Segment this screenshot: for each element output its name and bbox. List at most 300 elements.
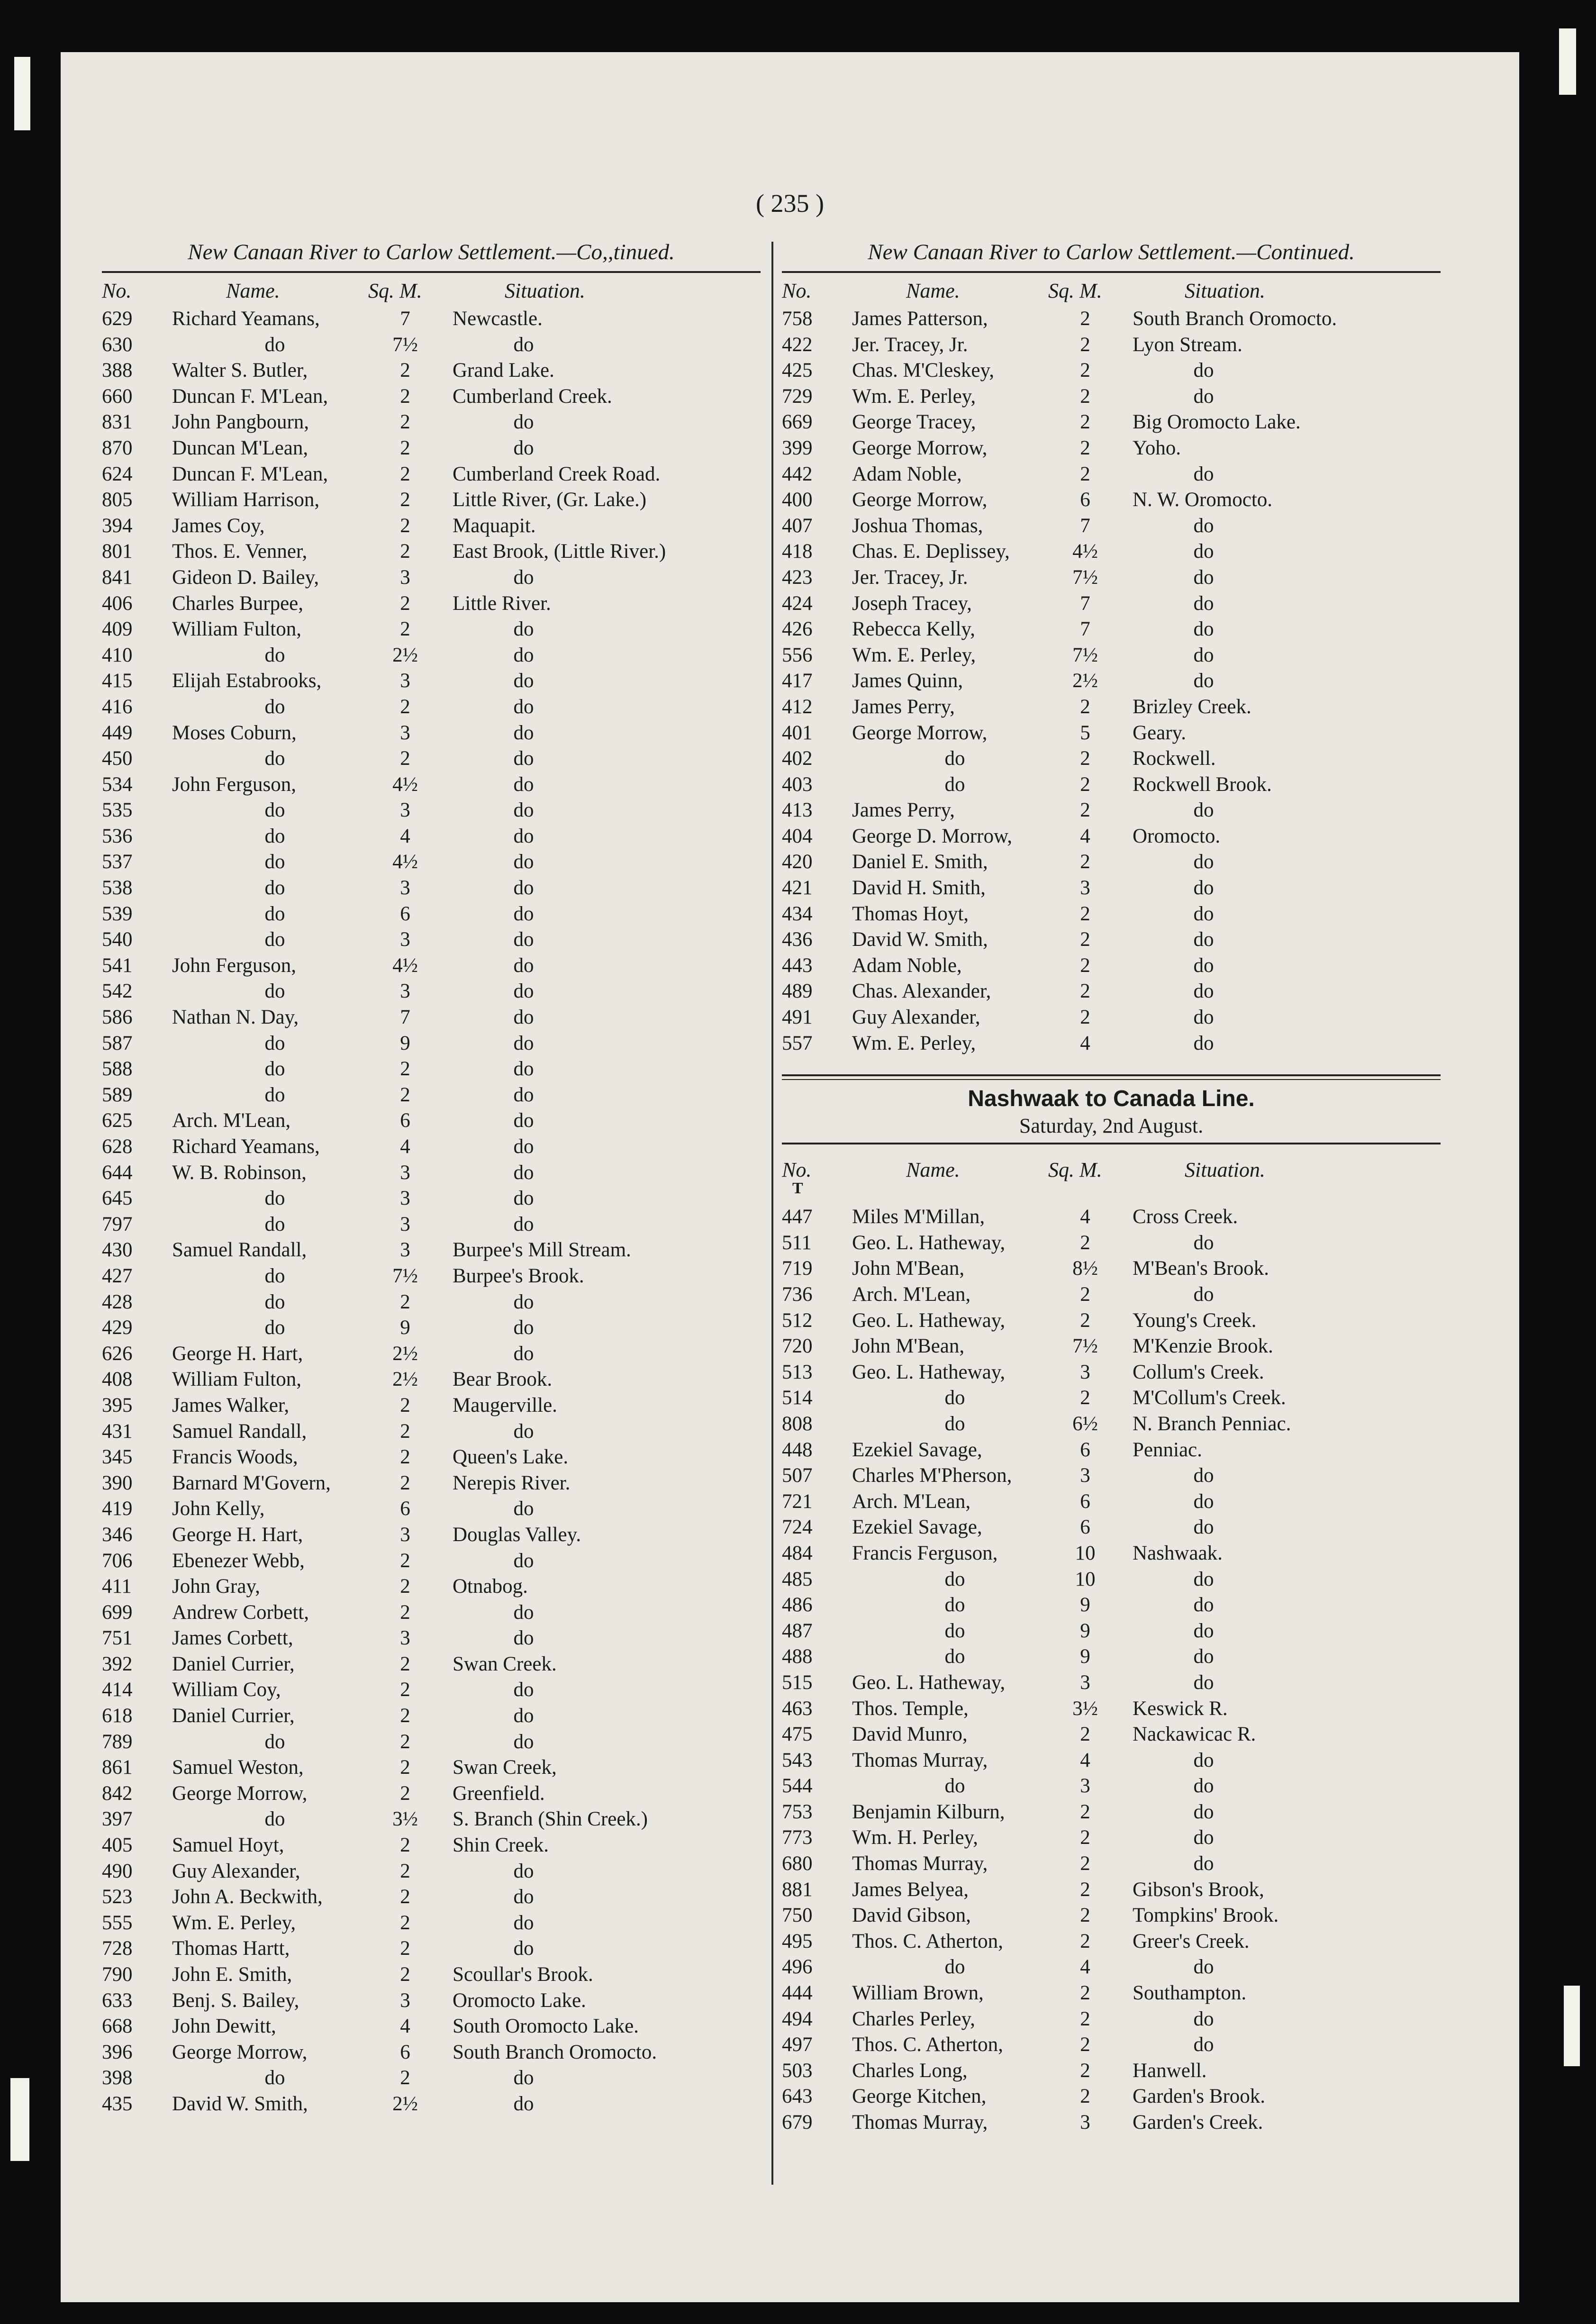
table-row — [782, 1644, 1441, 1670]
lot-number: 450 — [102, 747, 133, 770]
square-miles: 3 — [400, 1213, 410, 1235]
situation: do — [513, 411, 534, 434]
square-miles: 2 — [400, 695, 410, 718]
table-row — [782, 979, 1441, 1005]
grantee-name: Gideon D. Bailey, — [172, 566, 319, 589]
situation: do — [513, 1705, 534, 1727]
situation: do — [513, 566, 534, 589]
grantee-name: Wm. E. Perley, — [852, 1032, 976, 1054]
lot-number: 443 — [782, 954, 813, 977]
left-column — [102, 238, 761, 2117]
grantee-name: Benjamin Kilburn, — [852, 1800, 1005, 1823]
situation: do — [1193, 463, 1214, 485]
grantee-name: do — [944, 1645, 965, 1668]
situation: do — [1193, 1956, 1214, 1979]
table-row — [782, 384, 1441, 410]
square-miles: 2 — [400, 1782, 410, 1805]
grantee-name: Chas. Alexander, — [852, 980, 991, 1003]
lot-number: 679 — [782, 2111, 813, 2133]
table-row — [782, 1489, 1441, 1515]
situation: Penniac. — [1133, 1438, 1202, 1461]
lot-number: 489 — [782, 980, 813, 1003]
grantee-name: Wm. H. Perley, — [852, 1826, 978, 1849]
lot-number: 414 — [102, 1679, 133, 1701]
situation: do — [1193, 566, 1214, 589]
square-miles: 2 — [1080, 1904, 1090, 1927]
left-table-header — [102, 273, 761, 306]
document-page — [61, 52, 1519, 2302]
grantee-name: do — [264, 1083, 285, 1106]
lot-number: 495 — [782, 1930, 813, 1952]
lot-number: 626 — [102, 1342, 133, 1365]
situation: do — [513, 618, 534, 641]
situation: do — [513, 1006, 534, 1029]
square-miles: 2 — [1080, 1826, 1090, 1849]
situation: do — [1193, 1568, 1214, 1590]
lot-number: 491 — [782, 1006, 813, 1029]
square-miles: 2 — [400, 1886, 410, 1908]
square-miles: 3 — [400, 721, 410, 744]
subtitle-rule — [782, 1143, 1441, 1144]
lot-number: 719 — [782, 1257, 813, 1280]
header-sq-m: Sq. M. — [1048, 279, 1102, 302]
grantee-name: Guy Alexander, — [172, 1860, 300, 1882]
grantee-name: Geo. L. Hatheway, — [852, 1309, 1006, 1332]
lot-number: 434 — [782, 902, 813, 925]
table-row — [102, 1341, 761, 1367]
square-miles: 9 — [1080, 1594, 1090, 1616]
situation: do — [1193, 359, 1214, 382]
square-miles: 2 — [1080, 1309, 1090, 1332]
table-row — [102, 1652, 761, 1678]
situation: do — [513, 721, 534, 744]
square-miles: 2 — [1080, 773, 1090, 796]
grantee-name: George H. Hart, — [172, 1523, 303, 1546]
situation: do — [1193, 1800, 1214, 1823]
nashwaak-section-title: Nashwaak to Canada Line. — [968, 1086, 1255, 1112]
square-miles: 2 — [400, 1058, 410, 1080]
grantee-name: Thomas Murray, — [852, 1749, 988, 1771]
situation: Garden's Creek. — [1133, 2111, 1263, 2133]
square-miles: 3 — [400, 566, 410, 589]
lot-number: 750 — [782, 1904, 813, 1927]
grantee-name: do — [944, 747, 965, 770]
square-miles: 4½ — [392, 773, 418, 796]
situation: do — [513, 1498, 534, 1520]
lot-number: 628 — [102, 1135, 133, 1158]
lot-number: 494 — [782, 2007, 813, 2030]
grantee-name: Benj. S. Bailey, — [172, 1989, 299, 2012]
table-row — [102, 1703, 761, 1729]
header-no: No. — [782, 1158, 812, 1182]
situation: do — [513, 954, 534, 977]
table-row — [782, 1954, 1441, 1980]
square-miles: 7½ — [392, 1264, 418, 1287]
table-row — [782, 2032, 1441, 2058]
lot-number: 487 — [782, 1619, 813, 1642]
square-miles: 2 — [400, 1963, 410, 1986]
header-name: Name. — [226, 279, 280, 302]
table-row — [102, 1884, 761, 1910]
lot-number: 402 — [782, 747, 813, 770]
situation: Bear Brook. — [453, 1368, 553, 1391]
square-miles: 2 — [1080, 954, 1090, 977]
lot-number: 630 — [102, 333, 133, 356]
table-row — [102, 1471, 761, 1497]
situation: Swan Creek. — [453, 1652, 557, 1675]
section-divider-rule — [782, 1074, 1441, 1080]
square-miles: 4 — [1080, 1032, 1090, 1054]
square-miles: 7 — [400, 308, 410, 330]
situation: do — [513, 2092, 534, 2115]
square-miles: 7 — [400, 1006, 410, 1029]
table-row — [782, 1334, 1441, 1360]
square-miles: 2 — [400, 1420, 410, 1443]
situation: do — [513, 1420, 534, 1443]
square-miles: 3 — [400, 877, 410, 899]
lot-number: 413 — [782, 799, 813, 822]
table-row — [782, 1437, 1441, 1463]
square-miles: 2 — [400, 1652, 410, 1675]
table-row — [102, 1936, 761, 1962]
table-row — [782, 1696, 1441, 1722]
square-miles: 7 — [1080, 618, 1090, 641]
situation: do — [513, 877, 534, 899]
lot-number: 542 — [102, 980, 133, 1003]
grantee-name: do — [264, 644, 285, 666]
table-row — [782, 358, 1441, 384]
grantee-name: George Morrow, — [852, 721, 988, 744]
situation: do — [513, 902, 534, 925]
table-row — [782, 1980, 1441, 2006]
lot-number: 411 — [102, 1575, 132, 1598]
situation: do — [1193, 1032, 1214, 1054]
lot-number: 790 — [102, 1963, 133, 1986]
lot-number: 797 — [102, 1213, 133, 1235]
table-row — [102, 1056, 761, 1082]
grantee-name: do — [944, 1956, 965, 1979]
grantee-name: Duncan F. M'Lean, — [172, 385, 328, 408]
square-miles: 2 — [1080, 1930, 1090, 1952]
table-row — [102, 1419, 761, 1445]
lot-number: 397 — [102, 1808, 133, 1831]
square-miles: 3 — [1080, 1671, 1090, 1694]
square-miles: 7½ — [1072, 566, 1098, 589]
situation: do — [1193, 954, 1214, 977]
lot-number: 435 — [102, 2092, 133, 2115]
square-miles: 4 — [1080, 825, 1090, 847]
square-miles: 2 — [1080, 1283, 1090, 1306]
grantee-name: Geo. L. Hatheway, — [852, 1361, 1006, 1383]
situation: do — [1193, 1283, 1214, 1306]
square-miles: 3 — [400, 799, 410, 822]
lot-number: 753 — [782, 1800, 813, 1823]
square-miles: 2 — [400, 1834, 410, 1857]
table-row — [782, 1541, 1441, 1567]
grantee-name: William Fulton, — [172, 1368, 301, 1391]
lot-number: 751 — [102, 1627, 133, 1650]
table-row — [102, 1031, 761, 1057]
situation: do — [513, 644, 534, 666]
table-row — [102, 1186, 761, 1212]
grantee-name: do — [264, 980, 285, 1003]
header-sq-m: Sq. M. — [1048, 1158, 1102, 1182]
situation: do — [1193, 1749, 1214, 1771]
table-row — [782, 901, 1441, 927]
grantee-name: do — [264, 877, 285, 899]
square-miles: 7 — [1080, 514, 1090, 537]
table-row — [782, 875, 1441, 901]
grantee-name: Elijah Estabrooks, — [172, 670, 322, 692]
table-row — [782, 591, 1441, 617]
page-number: ( 235 ) — [756, 189, 824, 218]
square-miles: 3 — [400, 670, 410, 692]
grantee-name: Francis Ferguson, — [852, 1542, 998, 1564]
situation: Cumberland Creek Road. — [453, 463, 661, 485]
left-table-body — [102, 306, 761, 2117]
lot-number: 409 — [102, 618, 133, 641]
situation: Little River, (Gr. Lake.) — [453, 489, 647, 511]
table-row — [782, 694, 1441, 720]
grantee-name: Wm. E. Perley, — [852, 385, 976, 408]
edge-tab-bottom-right — [1564, 1986, 1580, 2066]
table-row — [102, 2014, 761, 2040]
situation: South Oromocto Lake. — [453, 2015, 639, 2038]
lot-number: 475 — [782, 1723, 813, 1746]
grantee-name: George Morrow, — [172, 2041, 308, 2063]
table-row — [102, 1781, 761, 1807]
square-miles: 4½ — [392, 851, 418, 873]
lot-number: 841 — [102, 566, 133, 589]
table-row — [102, 772, 761, 798]
lot-number: 486 — [782, 1594, 813, 1616]
grantee-name: Daniel E. Smith, — [852, 851, 988, 873]
lot-number: 497 — [782, 2034, 813, 2056]
square-miles: 2 — [1080, 1878, 1090, 1901]
lot-number: 346 — [102, 1523, 133, 1546]
lot-number: 534 — [102, 773, 133, 796]
situation: Southampton. — [1133, 1982, 1247, 2005]
situation: do — [1193, 670, 1214, 692]
table-row — [782, 436, 1441, 462]
grantee-name: George D. Morrow, — [852, 825, 1012, 847]
situation: Shin Creek. — [453, 1834, 549, 1857]
square-miles: 2 — [400, 411, 410, 434]
table-row — [102, 643, 761, 669]
grantee-name: Thomas Hartt, — [172, 1937, 290, 1960]
grantee-name: James Quinn, — [852, 670, 963, 692]
square-miles: 2½ — [392, 644, 418, 666]
grantee-name: Charles Burpee, — [172, 592, 304, 615]
table-row — [782, 1230, 1441, 1256]
lot-number: 668 — [102, 2015, 133, 2038]
lot-number: 403 — [782, 773, 813, 796]
nashwaak-section-date: Saturday, 2nd August. — [1019, 1114, 1204, 1138]
square-miles: 2 — [1080, 799, 1090, 822]
lot-number: 512 — [782, 1309, 813, 1332]
lot-number: 831 — [102, 411, 133, 434]
lot-number: 415 — [102, 670, 133, 692]
grantee-name: Arch. M'Lean, — [852, 1283, 971, 1306]
lot-number: 390 — [102, 1471, 133, 1494]
situation: do — [1193, 1006, 1214, 1029]
table-row — [782, 1825, 1441, 1851]
table-row — [782, 1385, 1441, 1411]
grantee-name: do — [264, 747, 285, 770]
grantee-name: James Perry, — [852, 799, 955, 822]
grantee-name: George H. Hart, — [172, 1342, 303, 1365]
lot-number: 729 — [782, 385, 813, 408]
lot-number: 427 — [102, 1264, 133, 1287]
situation: East Brook, (Little River.) — [453, 540, 666, 563]
grantee-name: John Kelly, — [172, 1498, 265, 1520]
square-miles: 2 — [1080, 308, 1090, 330]
grantee-name: do — [944, 1412, 965, 1435]
lot-number: 426 — [782, 618, 813, 641]
situation: do — [513, 1549, 534, 1572]
lot-number: 625 — [102, 1109, 133, 1132]
grantee-name: Wm. E. Perley, — [172, 1911, 296, 1934]
lot-number: 428 — [102, 1290, 133, 1313]
table-row — [782, 1773, 1441, 1799]
lot-number: 618 — [102, 1705, 133, 1727]
grantee-name: David Munro, — [852, 1723, 968, 1746]
table-row — [782, 513, 1441, 539]
lot-number: 418 — [782, 540, 813, 563]
situation: Nackawicac R. — [1133, 1723, 1256, 1746]
square-miles: 2 — [400, 1937, 410, 1960]
situation: do — [1193, 851, 1214, 873]
table-row — [782, 565, 1441, 591]
lot-number: 408 — [102, 1368, 133, 1391]
lot-number: 728 — [102, 1937, 133, 1960]
lot-number: 442 — [782, 463, 813, 485]
situation: Maquapit. — [453, 514, 536, 537]
square-miles: 4½ — [392, 954, 418, 977]
square-miles: 6 — [1080, 1516, 1090, 1539]
table-row — [782, 1031, 1441, 1057]
lot-number: 629 — [102, 308, 133, 330]
table-row — [782, 1005, 1441, 1031]
table-row — [102, 824, 761, 850]
grantee-name: Wm. E. Perley, — [852, 644, 976, 666]
lot-number: 392 — [102, 1652, 133, 1675]
situation: do — [513, 1213, 534, 1235]
situation: Keswick R. — [1133, 1697, 1228, 1720]
grantee-name: Samuel Randall, — [172, 1239, 307, 1262]
nashwaak-table-body — [782, 1204, 1441, 2135]
lot-number: 881 — [782, 1878, 813, 1901]
table-row — [782, 1204, 1441, 1230]
grantee-name: David H. Smith, — [852, 877, 986, 899]
square-miles: 3½ — [392, 1808, 418, 1831]
situation: Big Oromocto Lake. — [1133, 411, 1301, 434]
grantee-name: James Belyea, — [852, 1878, 969, 1901]
square-miles: 2 — [400, 618, 410, 641]
situation: do — [1193, 980, 1214, 1003]
grantee-name: Chas. E. Deplissey, — [852, 540, 1010, 563]
grantee-name: do — [944, 1568, 965, 1590]
lot-number: 485 — [782, 1568, 813, 1590]
table-row — [102, 875, 761, 901]
table-row — [102, 1625, 761, 1652]
situation: do — [513, 1937, 534, 1960]
grantee-name: Geo. L. Hatheway, — [852, 1671, 1006, 1694]
table-row — [782, 1903, 1441, 1929]
square-miles: 3 — [400, 928, 410, 951]
situation: do — [1193, 1619, 1214, 1642]
square-miles: 2 — [400, 540, 410, 563]
lot-number: 424 — [782, 592, 813, 615]
lot-number: 448 — [782, 1438, 813, 1461]
grantee-name: Daniel Currier, — [172, 1652, 295, 1675]
table-row — [102, 1289, 761, 1316]
situation: Queen's Lake. — [453, 1446, 569, 1469]
table-row — [102, 720, 761, 746]
table-row — [782, 720, 1441, 746]
situation: do — [1193, 514, 1214, 537]
situation: do — [513, 1109, 534, 1132]
grantee-name: Thos. C. Atherton, — [852, 1930, 1003, 1952]
situation: Grand Lake. — [453, 359, 554, 382]
grantee-name: Adam Noble, — [852, 954, 962, 977]
situation: do — [1193, 1231, 1214, 1254]
table-row — [782, 2110, 1441, 2136]
lot-number: 669 — [782, 411, 813, 434]
square-miles: 2 — [1080, 2059, 1090, 2082]
square-miles: 4 — [400, 1135, 410, 1158]
grantee-name: Andrew Corbett, — [172, 1601, 309, 1624]
grantee-name: William Brown, — [852, 1982, 984, 2005]
square-miles: 2 — [400, 1911, 410, 1934]
lot-number: 706 — [102, 1549, 133, 1572]
square-miles: 2 — [400, 489, 410, 511]
square-miles: 2 — [1080, 747, 1090, 770]
square-miles: 2 — [400, 1601, 410, 1624]
left-section-title: New Canaan River to Carlow Settlement.—Co,,tinued. — [188, 240, 675, 264]
grantee-name: Thomas Hoyt, — [852, 902, 969, 925]
square-miles: 2 — [1080, 1852, 1090, 1875]
column-divider — [771, 242, 773, 2185]
square-miles: 2 — [1080, 902, 1090, 925]
situation: do — [513, 1083, 534, 1106]
grantee-name: Jer. Tracey, Jr. — [852, 333, 968, 356]
header-sq-m: Sq. M. — [368, 279, 422, 302]
table-row — [102, 668, 761, 694]
lot-number: 724 — [782, 1516, 813, 1539]
lot-number: 447 — [782, 1206, 813, 1228]
table-row — [782, 306, 1441, 332]
square-miles: 2 — [400, 1756, 410, 1779]
square-miles: 2 — [1080, 385, 1090, 408]
situation: do — [513, 1161, 534, 1184]
grantee-name: Richard Yeamans, — [172, 1135, 320, 1158]
square-miles: 2½ — [392, 1368, 418, 1391]
table-row — [782, 1308, 1441, 1334]
grantee-name: William Fulton, — [172, 618, 301, 641]
lot-number: 345 — [102, 1446, 133, 1469]
square-miles: 2 — [1080, 2007, 1090, 2030]
grantee-name: George Morrow, — [852, 436, 988, 459]
square-miles: 3½ — [1072, 1697, 1098, 1720]
square-miles: 2 — [400, 463, 410, 485]
lot-number: 396 — [102, 2041, 133, 2063]
lot-number: 589 — [102, 1083, 133, 1106]
table-row — [102, 1522, 761, 1548]
lot-number: 496 — [782, 1956, 813, 1979]
table-row — [102, 617, 761, 643]
lot-number: 423 — [782, 566, 813, 589]
